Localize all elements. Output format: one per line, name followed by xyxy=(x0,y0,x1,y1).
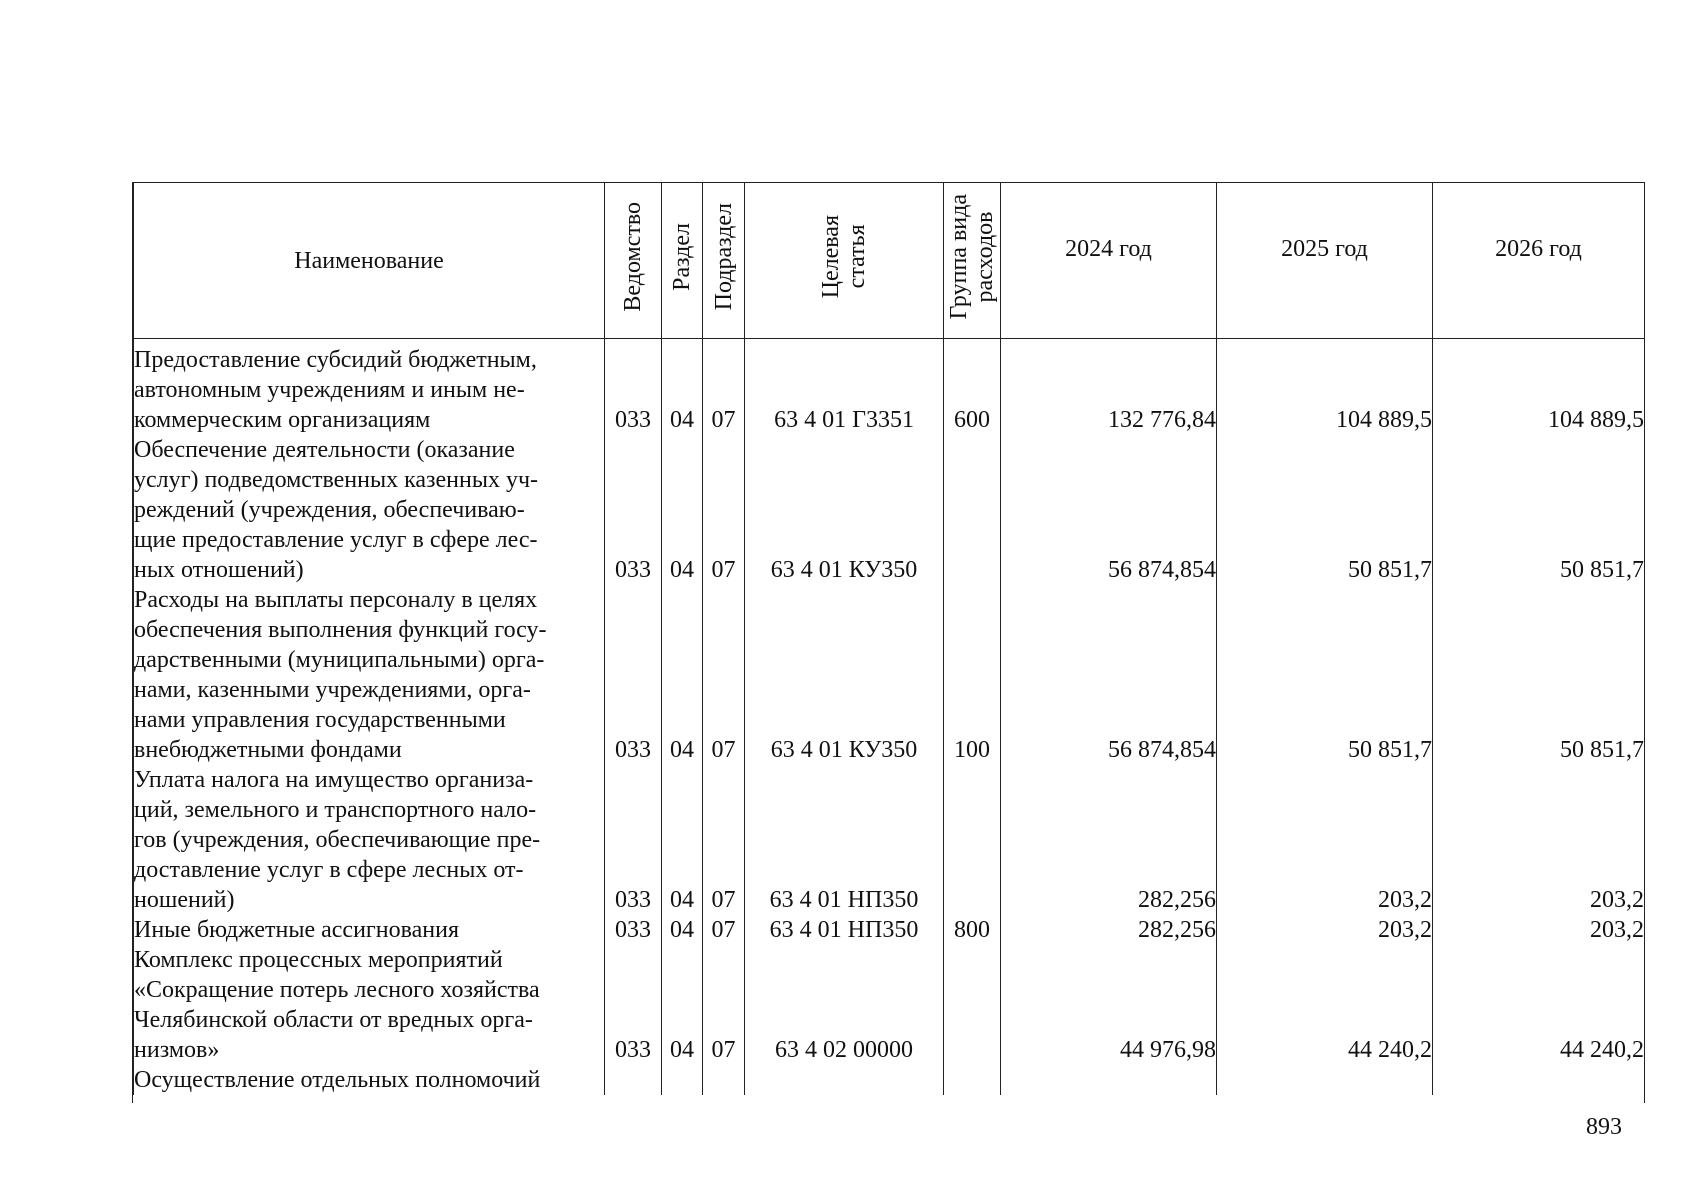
cell-name-line: Комплекс процессных мероприятий xyxy=(134,947,503,973)
cell-2025: 50 851,7 xyxy=(1217,585,1433,765)
cell-name-line: «Сокращение потерь лесного хозяйства xyxy=(134,977,540,1003)
cell-celevaya: 63 4 01 НП350 xyxy=(745,765,944,915)
cell-vedomstvo: 033 xyxy=(605,945,662,1065)
cell-name-line: внебюджетными фондами xyxy=(134,737,402,763)
cell-vedomstvo xyxy=(605,1065,662,1095)
header-row xyxy=(134,183,1645,339)
header-vedomstvo: Ведомство xyxy=(605,183,662,339)
cell-vedomstvo: 033 xyxy=(605,765,662,915)
cell-name-line: Обеспечение деятельности (оказание xyxy=(134,437,515,463)
cell-2026: 50 851,7 xyxy=(1433,585,1645,765)
cell-name xyxy=(134,765,605,915)
cell-podrazdel: 07 xyxy=(703,585,745,765)
cell-podrazdel: 07 xyxy=(703,945,745,1065)
cell-2026: 50 851,7 xyxy=(1433,435,1645,585)
cell-2025: 203,2 xyxy=(1217,765,1433,915)
cell-name-line: щие предоставление услуг в сфере лес- xyxy=(134,527,538,553)
header-gruppa: Группа вида расходов xyxy=(944,183,1001,339)
cell-name-line: обеспечения выполнения функций госу- xyxy=(134,617,547,643)
header-podrazdel: Подраздел xyxy=(703,183,745,339)
cell-podrazdel xyxy=(703,1065,745,1095)
cell-name-line: автономным учреждениям и иным не- xyxy=(134,377,525,403)
cell-2024: 56 874,854 xyxy=(1001,585,1217,765)
cell-name-line: услуг) подведомственных казенных уч- xyxy=(134,467,539,493)
header-celevaya: Целевая статья xyxy=(745,183,944,339)
cell-2026: 104 889,5 xyxy=(1433,345,1645,435)
cell-gruppa: 600 xyxy=(944,345,1001,435)
cell-celevaya: 63 4 01 КУ350 xyxy=(745,585,944,765)
cell-2025 xyxy=(1217,1065,1433,1095)
cell-vedomstvo: 033 xyxy=(605,345,662,435)
cell-razdel: 04 xyxy=(662,345,703,435)
table-body xyxy=(134,339,1645,1096)
cell-name-line: Иные бюджетные ассигнования xyxy=(134,917,459,943)
cell-name xyxy=(134,345,605,435)
cell-name-line: гов (учреждения, обеспечивающие пре- xyxy=(134,827,541,853)
cell-vedomstvo: 033 xyxy=(605,915,662,945)
table-row xyxy=(134,345,1645,435)
cell-podrazdel: 07 xyxy=(703,915,745,945)
cell-name-line: ций, земельного и транспортного нало- xyxy=(134,797,537,823)
cell-podrazdel: 07 xyxy=(703,345,745,435)
table-row xyxy=(134,765,1645,915)
cell-name-line: Расходы на выплаты персоналу в целях xyxy=(134,587,538,613)
cell-name-line: реждений (учреждения, обеспечиваю- xyxy=(134,497,525,523)
header-2026: 2026 год xyxy=(1433,183,1645,339)
cell-razdel: 04 xyxy=(662,915,703,945)
cell-name xyxy=(134,585,605,765)
header-2024: 2024 год xyxy=(1001,183,1217,339)
cell-name-line: нами управления государственными xyxy=(134,707,506,733)
cell-gruppa xyxy=(944,765,1001,915)
cell-razdel: 04 xyxy=(662,765,703,915)
header-name: Наименование xyxy=(134,183,605,339)
cell-razdel xyxy=(662,1065,703,1095)
cell-2024: 132 776,84 xyxy=(1001,345,1217,435)
cell-name-line: Челябинской области от вредных орга- xyxy=(134,1007,533,1033)
cell-name-line: низмов» xyxy=(134,1037,220,1063)
cell-celevaya: 63 4 02 00000 xyxy=(745,945,944,1065)
cell-name-line: Предоставление субсидий бюджетным, xyxy=(134,347,537,373)
table-row xyxy=(134,1065,1645,1095)
cell-name xyxy=(134,435,605,585)
cell-2024: 44 976,98 xyxy=(1001,945,1217,1065)
cell-vedomstvo: 033 xyxy=(605,585,662,765)
cell-celevaya xyxy=(745,1065,944,1095)
cell-2026: 203,2 xyxy=(1433,915,1645,945)
cell-celevaya: 63 4 01 КУ350 xyxy=(745,435,944,585)
cell-2025: 44 240,2 xyxy=(1217,945,1433,1065)
cell-2024: 282,256 xyxy=(1001,765,1217,915)
cell-gruppa xyxy=(944,1065,1001,1095)
cell-gruppa xyxy=(944,945,1001,1065)
cell-2026: 44 240,2 xyxy=(1433,945,1645,1065)
cell-2025: 50 851,7 xyxy=(1217,435,1433,585)
cell-gruppa xyxy=(944,435,1001,585)
cell-razdel: 04 xyxy=(662,945,703,1065)
cell-name-line: ношений) xyxy=(134,887,235,913)
cell-celevaya: 63 4 01 Г3351 xyxy=(745,345,944,435)
cell-2024: 56 874,854 xyxy=(1001,435,1217,585)
cell-podrazdel: 07 xyxy=(703,435,745,585)
cell-name-line: дарственными (муниципальными) орга- xyxy=(134,647,545,673)
table-row xyxy=(134,435,1645,585)
cell-name xyxy=(134,1065,605,1095)
cell-gruppa: 800 xyxy=(944,915,1001,945)
cell-celevaya: 63 4 01 НП350 xyxy=(745,915,944,945)
table-row xyxy=(134,945,1645,1065)
cell-2025: 203,2 xyxy=(1217,915,1433,945)
cell-name-line: Уплата налога на имущество организа- xyxy=(134,767,534,793)
cell-2026 xyxy=(1433,1065,1645,1095)
cell-name xyxy=(134,945,605,1065)
cell-name-line: Осуществление отдельных полномочий xyxy=(134,1067,541,1093)
header-razdel: Раздел xyxy=(662,183,703,339)
table-row xyxy=(134,915,1645,945)
header-2025: 2025 год xyxy=(1217,183,1433,339)
cell-name xyxy=(134,915,605,945)
cell-gruppa: 100 xyxy=(944,585,1001,765)
cell-2025: 104 889,5 xyxy=(1217,345,1433,435)
budget-table xyxy=(133,183,1645,1095)
page-number: 893 xyxy=(1586,1114,1622,1140)
cell-name-line: нами, казенными учреждениями, орга- xyxy=(134,677,531,703)
cell-podrazdel: 07 xyxy=(703,765,745,915)
cell-name-line: ных отношений) xyxy=(134,557,304,583)
cell-razdel: 04 xyxy=(662,435,703,585)
budget-table-sheet xyxy=(132,182,1645,1103)
cell-2026: 203,2 xyxy=(1433,765,1645,915)
cell-vedomstvo: 033 xyxy=(605,435,662,585)
cell-name-line: коммерческим организациям xyxy=(134,407,431,433)
cell-name-line: доставление услуг в сфере лесных от- xyxy=(134,857,524,883)
cell-razdel: 04 xyxy=(662,585,703,765)
cell-2024: 282,256 xyxy=(1001,915,1217,945)
cell-2024 xyxy=(1001,1065,1217,1095)
table-row xyxy=(134,585,1645,765)
